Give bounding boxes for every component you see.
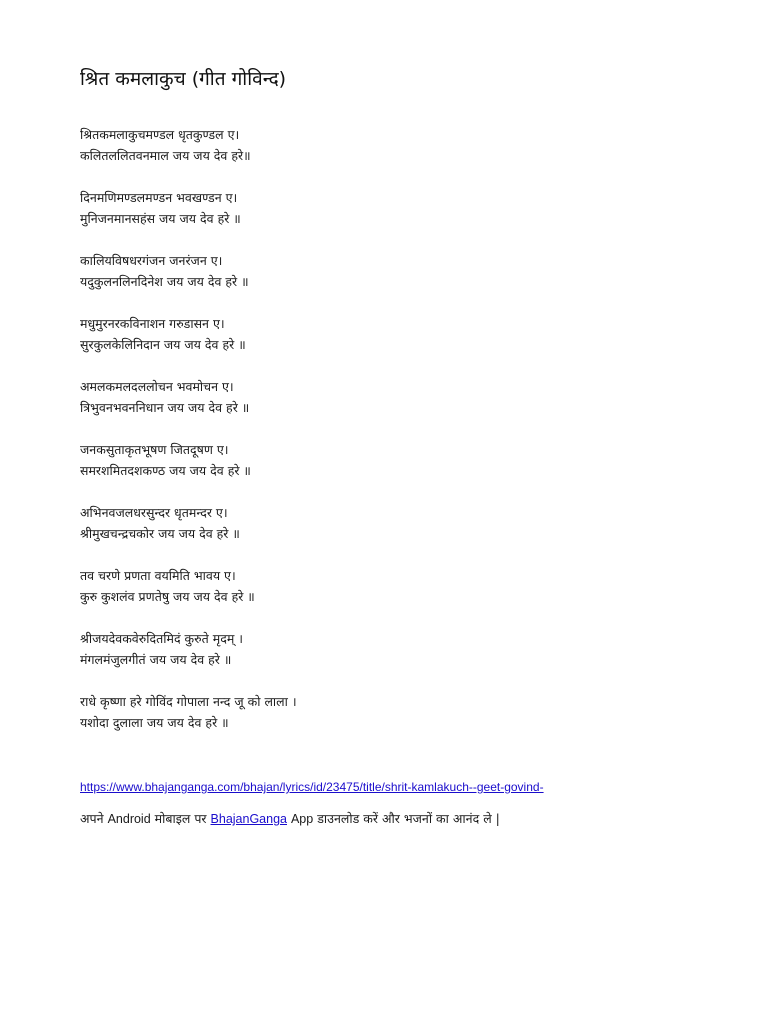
refrain-line: सुरकुलकेलिनिदान जय जय देव हरे ॥ <box>80 337 246 352</box>
refrain-line: यशोदा दुलाला जय जय देव हरे ॥ <box>80 715 229 730</box>
refrain-line: कलितललितवनमाल जय जय देव हरे॥ <box>80 148 251 163</box>
refrain-line: समरशमितदशकण्ठ जय जय देव हरे ॥ <box>80 463 251 478</box>
refrain-line: त्रिभुवनभवननिधान जय जय देव हरे ॥ <box>80 400 250 415</box>
source-url-link[interactable]: https://www.bhajanganga.com/bhajan/lyrics/id/23475/title/shrit-kamlakuch--geet-govind- <box>80 780 544 794</box>
stanza-2 <box>80 187 720 229</box>
verse-line: जनकसुताकृतभूषण जितदूषण ए। <box>80 442 229 457</box>
promo-prefix: अपने <box>80 811 104 826</box>
verse-line: तव चरणे प्रणता वयमिति भावय ए। <box>80 568 236 583</box>
refrain-line: मंगलमंजुलगीतं जय जय देव हरे ॥ <box>80 652 232 667</box>
verse-line: श्रितकमलाकुचमण्डल धृतकुण्डल ए। <box>80 127 240 142</box>
page-title: श्रित कमलाकुच (गीत गोविन्द) <box>80 68 287 90</box>
verse-line: अमलकमलदललोचन भवमोचन ए। <box>80 379 234 394</box>
stanza-9 <box>80 628 720 670</box>
stanza-10 <box>80 691 720 733</box>
verse-line: मधुमुरनरकविनाशन गरुडासन ए। <box>80 316 225 331</box>
refrain-line: यदुकुलनलिनदिनेश जय जय देव हरे ॥ <box>80 274 249 289</box>
refrain-line: कुरु कुशलंव प्रणतेषु जय जय देव हरे ॥ <box>80 589 255 604</box>
app-promo-text <box>80 808 500 830</box>
document-body <box>80 64 720 754</box>
verse-line: राधे कृष्णा हरे गोविंद गोपाला नन्द जू को लाला । <box>80 694 297 709</box>
stanza-7 <box>80 502 720 544</box>
verse-line: श्रीजयदेवकवेरुदितमिदं कुरुते मृदम् । <box>80 631 244 646</box>
stanza-4 <box>80 313 720 355</box>
refrain-line: श्रीमुखचन्द्रचकोर जय जय देव हरे ॥ <box>80 526 240 541</box>
verse-line: दिनमणिमण्डलमण्डन भवखण्डन ए। <box>80 190 238 205</box>
stanza-3 <box>80 250 720 292</box>
promo-app: App <box>290 812 314 826</box>
verse-line: कालियविषधरगंजन जनरंजन ए। <box>80 253 223 268</box>
stanza-8 <box>80 565 720 607</box>
bhajanganga-app-link[interactable]: BhajanGanga <box>210 812 287 826</box>
stanza-6 <box>80 439 720 481</box>
promo-android: Android <box>107 812 151 826</box>
source-link-row <box>80 777 544 797</box>
verse-line: अभिनवजलधरसुन्दर धृतमन्दर ए। <box>80 505 228 520</box>
stanza-5 <box>80 376 720 418</box>
refrain-line: मुनिजनमानसहंस जय जय देव हरे ॥ <box>80 211 241 226</box>
promo-suffix: डाउनलोड करें और भजनों का आनंद ले | <box>317 811 500 826</box>
promo-middle: मोबाइल पर <box>154 811 207 826</box>
stanza-1 <box>80 124 720 166</box>
